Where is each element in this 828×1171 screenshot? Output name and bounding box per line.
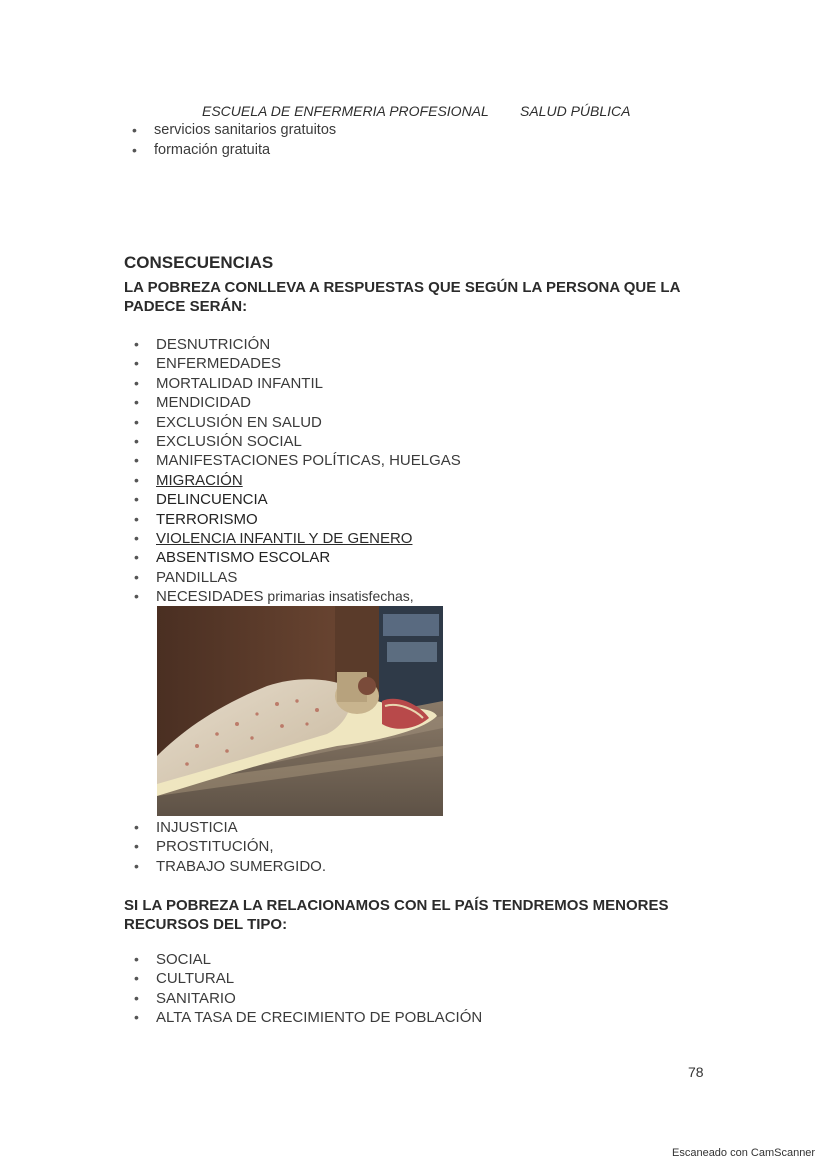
bullet-icon: •: [134, 452, 139, 469]
bullet-icon: •: [134, 989, 139, 1006]
list-item-necesidades: • NECESIDADES primarias insatisfechas,: [134, 588, 414, 606]
resources-list: [130, 950, 482, 1028]
bullet-icon: •: [134, 355, 139, 372]
list-item: • CULTURAL: [134, 970, 235, 988]
list-item: • DESNUTRICIÓN: [134, 336, 271, 353]
consequences-list: [130, 335, 461, 606]
section-title: CONSECUENCIAS: [124, 253, 274, 272]
list-item: • PROSTITUCIÓN,: [134, 838, 274, 856]
list-item: • PANDILLAS: [134, 568, 238, 586]
bullet-icon: •: [134, 529, 139, 546]
list-item: • EXCLUSIÓN SOCIAL: [134, 432, 302, 450]
bullet-icon: •: [132, 142, 137, 158]
list-item: • MIGRACIÓN: [134, 471, 243, 489]
bullet-icon: •: [134, 588, 139, 605]
list-item: • INJUSTICIA: [134, 819, 238, 836]
bullet-icon: •: [134, 491, 139, 508]
list-item: • SANITARIO: [134, 989, 236, 1007]
page-number: 78: [688, 1064, 704, 1080]
bullet-icon: •: [132, 122, 137, 138]
bullet-icon: •: [134, 970, 139, 987]
intro-heading: LA POBREZA CONLLEVA A RESPUESTAS QUE SEGÚN LA PERSONA QUE LA PADECE SERÁN:: [124, 279, 680, 315]
consequences-after-image-list: [130, 818, 326, 876]
bullet-icon: •: [134, 471, 139, 488]
bullet-icon: •: [134, 549, 139, 566]
scanner-watermark: Escaneado con CamScanner: [672, 1147, 816, 1159]
bullet-icon: •: [134, 819, 139, 835]
list-item: • DELINCUENCIA: [134, 491, 268, 509]
list-item: • servicios sanitarios gratuitos: [132, 122, 337, 138]
list-item: • ENFERMEDADES: [134, 355, 282, 373]
bullet-icon: •: [134, 838, 139, 855]
list-item: • MENDICIDAD: [134, 394, 252, 412]
bullet-icon: •: [134, 413, 139, 430]
bullet-icon: •: [134, 336, 139, 352]
header-subject: SALUD PÚBLICA: [520, 103, 631, 119]
bullet-icon: •: [134, 510, 139, 527]
list-item: • SOCIAL: [134, 951, 212, 968]
bullet-icon: •: [134, 374, 139, 391]
list-item: • MORTALIDAD INFANTIL: [134, 374, 323, 392]
list-item: • TRABAJO SUMERGIDO.: [134, 857, 327, 875]
country-heading: SI LA POBREZA LA RELACIONAMOS CON EL PAÍS TENDREMOS MENORES RECURSOS DEL TIPO:: [124, 897, 669, 933]
bullet-icon: •: [134, 857, 139, 874]
bullet-icon: •: [134, 1009, 139, 1026]
header-school: ESCUELA DE ENFERMERIA PROFESIONAL: [202, 103, 489, 119]
top-bullet-list: [128, 120, 336, 160]
list-item: • VIOLENCIA INFANTIL Y DE GENERO: [134, 529, 413, 547]
homeless-person-photo: [157, 606, 443, 816]
bullet-icon: •: [134, 568, 139, 585]
bullet-icon: •: [134, 394, 139, 411]
list-item: • ABSENTISMO ESCOLAR: [134, 549, 331, 567]
list-item: • TERRORISMO: [134, 510, 258, 528]
list-item: • ALTA TASA DE CRECIMIENTO DE POBLACIÓN: [134, 1009, 483, 1027]
list-item: • formación gratuita: [132, 142, 271, 158]
page-header: [202, 103, 642, 121]
list-item: • MANIFESTACIONES POLÍTICAS, HUELGAS: [134, 452, 461, 470]
bullet-icon: •: [134, 432, 139, 449]
list-item: • EXCLUSIÓN EN SALUD: [134, 413, 322, 431]
bullet-icon: •: [134, 951, 139, 967]
